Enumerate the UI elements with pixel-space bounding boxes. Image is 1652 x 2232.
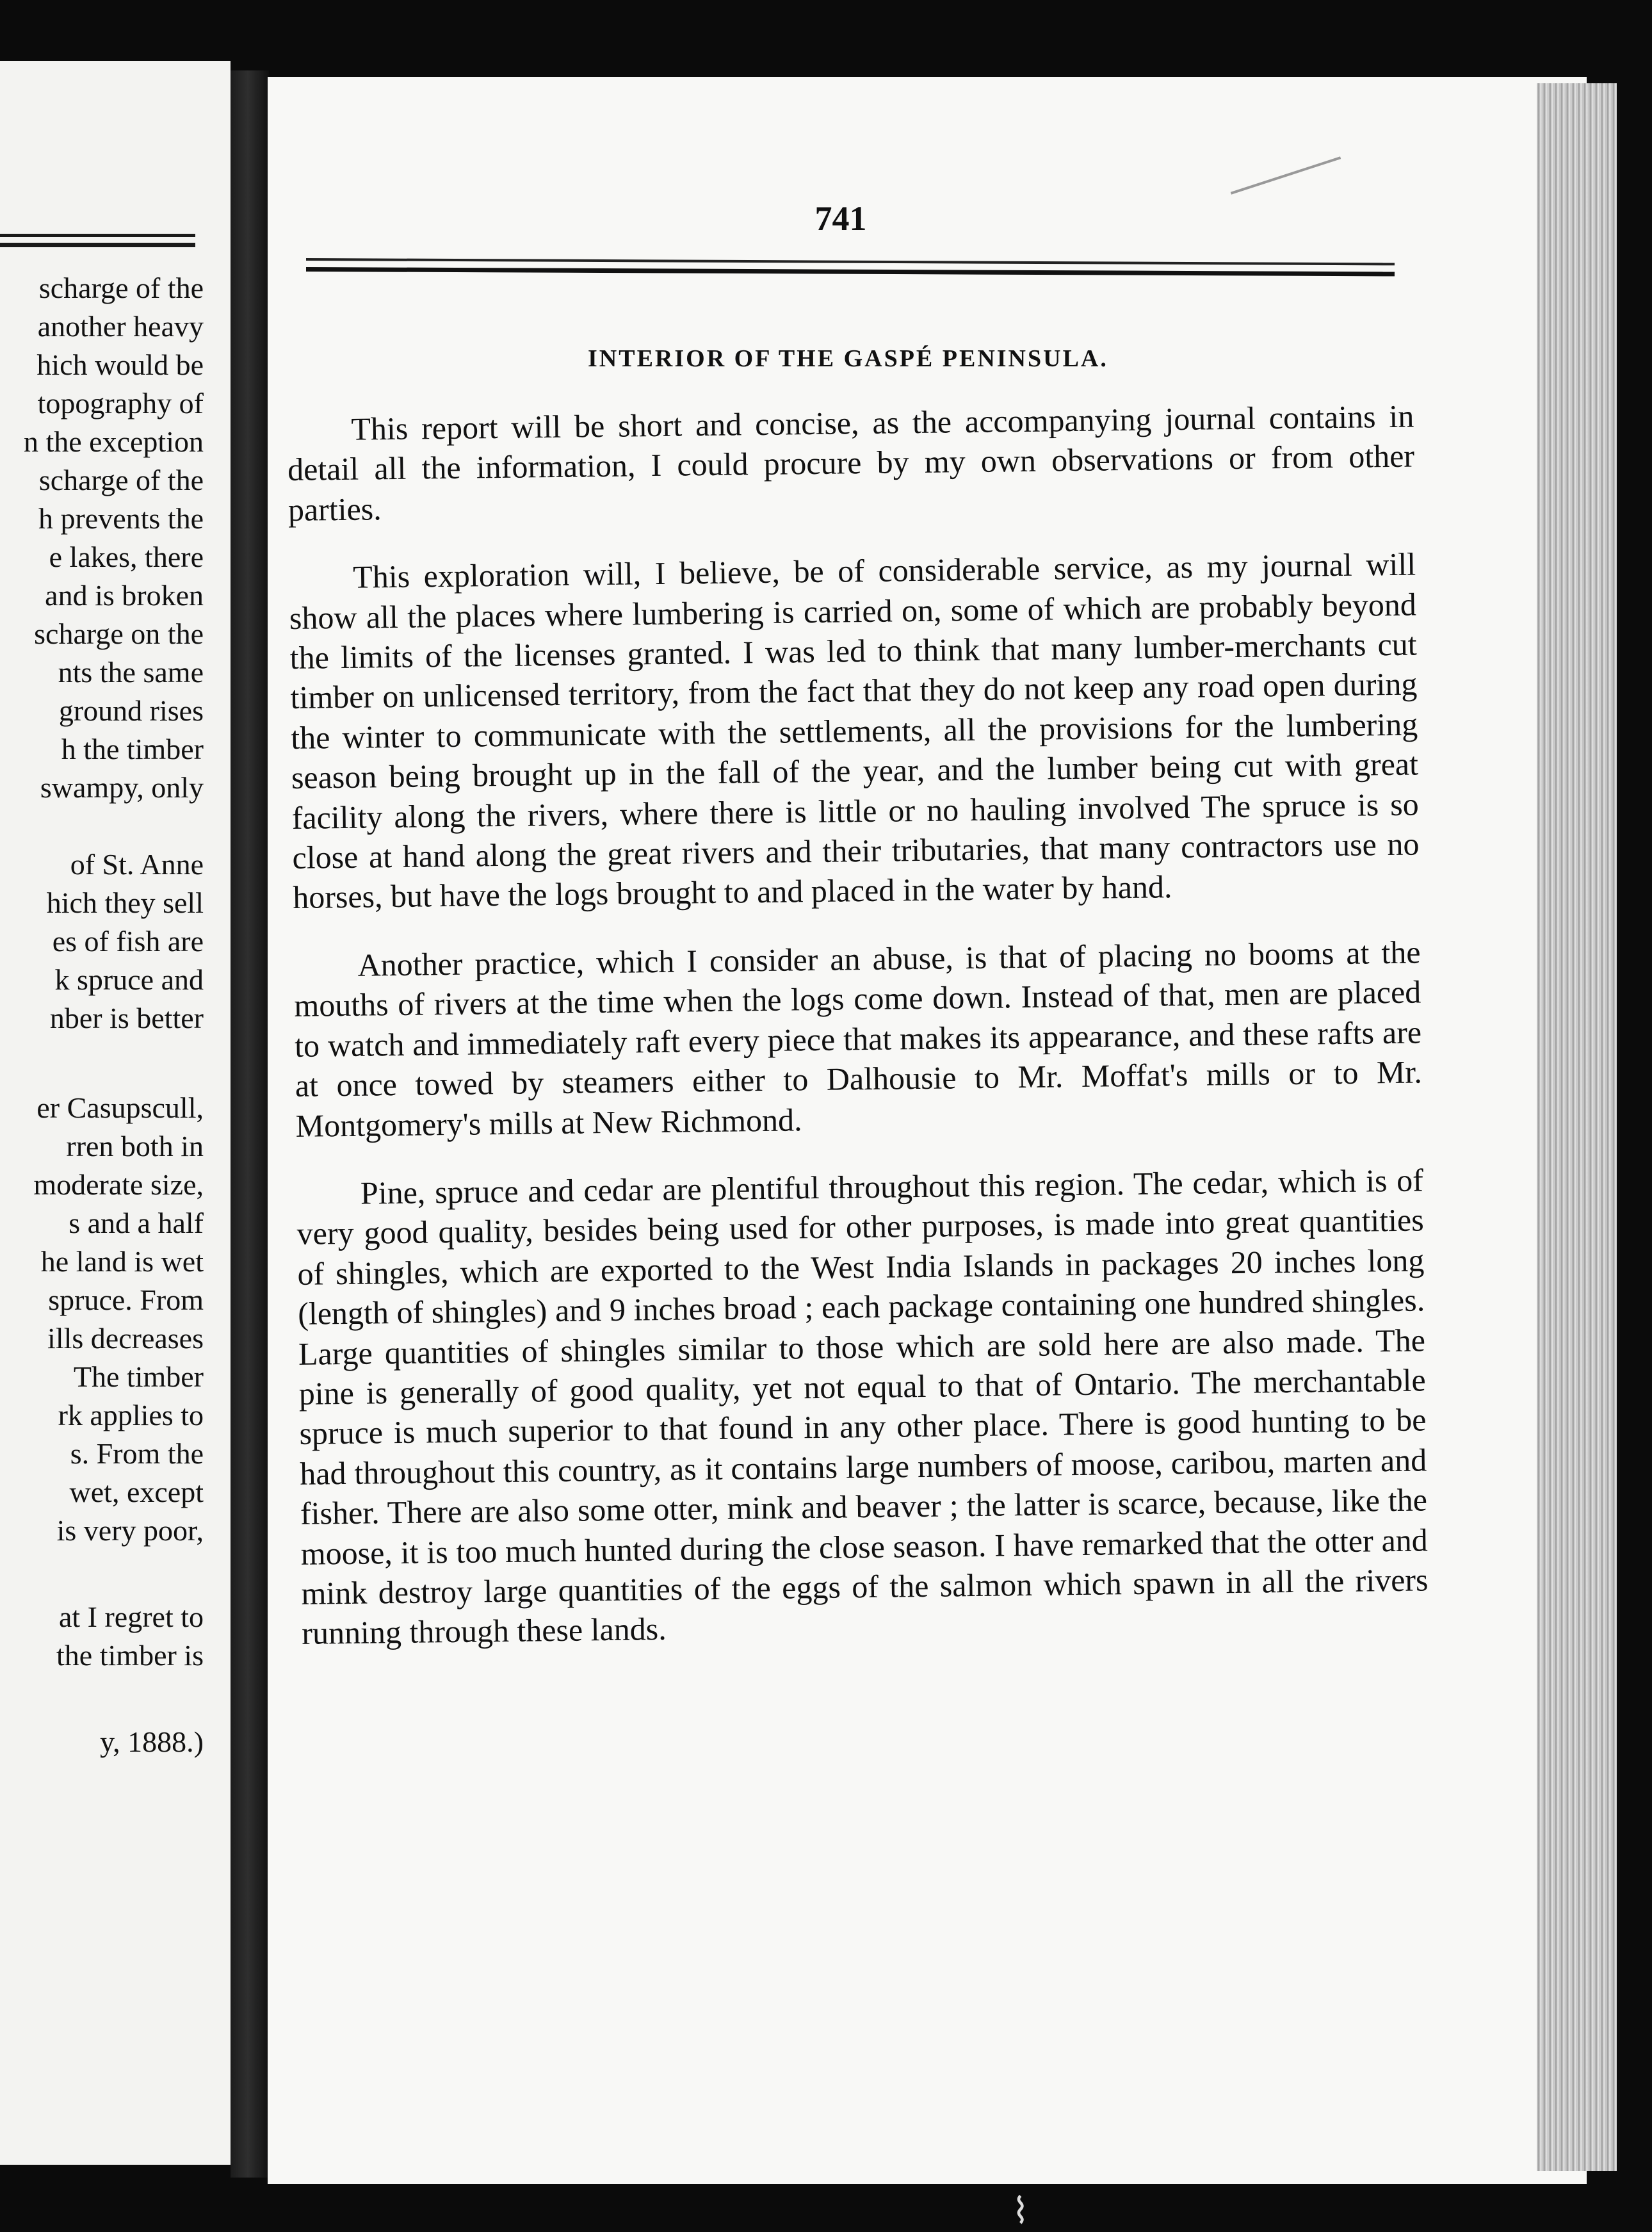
left-line: at I regret to: [58, 1601, 204, 1633]
book-gutter: [231, 70, 269, 2178]
left-page: [0, 61, 231, 2165]
left-page-rule-thick: [0, 243, 195, 247]
header-rule-thick: [306, 267, 1395, 276]
left-line: ills decreases: [47, 1322, 204, 1355]
left-line: scharge of the: [38, 464, 204, 496]
left-line: s and a half: [69, 1207, 204, 1239]
left-line: ground rises: [58, 694, 204, 727]
left-line: h the timber: [61, 733, 204, 765]
left-line: hich they sell: [46, 886, 204, 919]
left-line: spruce. From: [48, 1283, 204, 1316]
left-line: scharge on the: [34, 617, 204, 650]
left-line: nts the same: [58, 656, 204, 688]
left-line: y, 1888.): [100, 1725, 204, 1758]
pencil-mark: [1231, 156, 1341, 194]
left-line: The timber: [73, 1360, 204, 1393]
left-line: k spruce and: [54, 963, 204, 996]
section-heading: INTERIOR OF THE GASPÉ PENINSULA.: [588, 345, 1108, 372]
left-line: is very poor,: [56, 1514, 204, 1547]
page-number: 741: [814, 199, 867, 238]
paragraph: Another practice, which I consider an abuse, is that of placing no booms at the mouths of rivers at the time when the logs come down. Instead of that, men are placed to watch and immediately raft every piece that makes its appearance, and these rafts are at once towed by steamers either to Dalhousie to Mr. Moffat's mills or to Mr. Montgomery's mills at New Richmond.: [294, 934, 1423, 1144]
left-line: n the exception: [23, 425, 204, 458]
left-line: s. From the: [70, 1437, 204, 1470]
left-line: topography of: [37, 387, 204, 420]
left-line: swampy, only: [40, 771, 204, 804]
left-line: moderate size,: [33, 1168, 204, 1201]
left-line: rren both in: [66, 1130, 204, 1162]
left-line: nber is better: [49, 1002, 204, 1034]
left-page-rule-thin: [0, 234, 195, 237]
left-line: scharge of the: [38, 272, 204, 304]
page-edges: [1537, 83, 1617, 2171]
left-line: h prevents the: [38, 502, 204, 535]
scan-artifact-icon: ⌇: [1012, 2192, 1030, 2231]
paragraph: This report will be short and concise, as the accompanying journal contains in detail all the information, I could procure by my own observations or from other parties.: [287, 398, 1415, 528]
left-line: another heavy: [37, 310, 204, 343]
left-line: es of fish are: [52, 925, 204, 957]
left-line: hich would be: [36, 348, 204, 381]
left-line: and is broken: [45, 579, 204, 612]
left-line: he land is wet: [40, 1245, 204, 1278]
paragraph: This exploration will, I believe, be of considerable service, as my journal will show all the places where lumbering is carried on, some of which are probably beyond the limits of the licenses granted. I was led to think that many lumber-merchants cut timber on unlicensed territory, from the fact that they do not keep any road open during the winter to communicate with the settlements, all the provisions for the lumbering season being brought up in the fall of the year, and the lumber being cut with great facility along the rivers, where there is little or no hauling involved The spruce is so close at hand along the great rivers and their tributaries, that many contractors use no horses, but have the logs brought to and placed in the water by hand.: [289, 546, 1420, 916]
left-line: of St. Anne: [70, 848, 204, 881]
left-line: the timber is: [56, 1639, 204, 1672]
left-line: e lakes, there: [49, 541, 204, 573]
header-rule-thin: [306, 258, 1395, 265]
left-line: rk applies to: [58, 1399, 204, 1431]
body-text: [287, 396, 1429, 1681]
paragraph: Pine, spruce and cedar are plentiful throughout this region. The cedar, which is of very good quality, besides being used for other purposes, is made into great quantities of shingles, which are exported to the West India Islands in packages 20 inches long (length of shingles) and 9 inches broad ; each package containing one hundred shingles. Large quantities of shingles similar to those which are sold here are also made. The pine is generally of good quality, yet not equal to that of Ontario. The merchantable spruce is much superior to that found in any other place. There is good hunting to be had throughout this country, as it contains large numbers of moose, caribou, marten and fisher. There are also some otter, mink and beaver ; the latter is scarce, because, like the moose, it is too much hunted during the close season. I have remarked that the otter and mink destroy large quantities of the eggs of the salmon which spawn in all the rivers running through these lands.: [296, 1162, 1429, 1652]
left-line: wet, except: [69, 1476, 204, 1508]
main-page: [268, 77, 1587, 2184]
left-line: er Casupscull,: [36, 1091, 204, 1124]
